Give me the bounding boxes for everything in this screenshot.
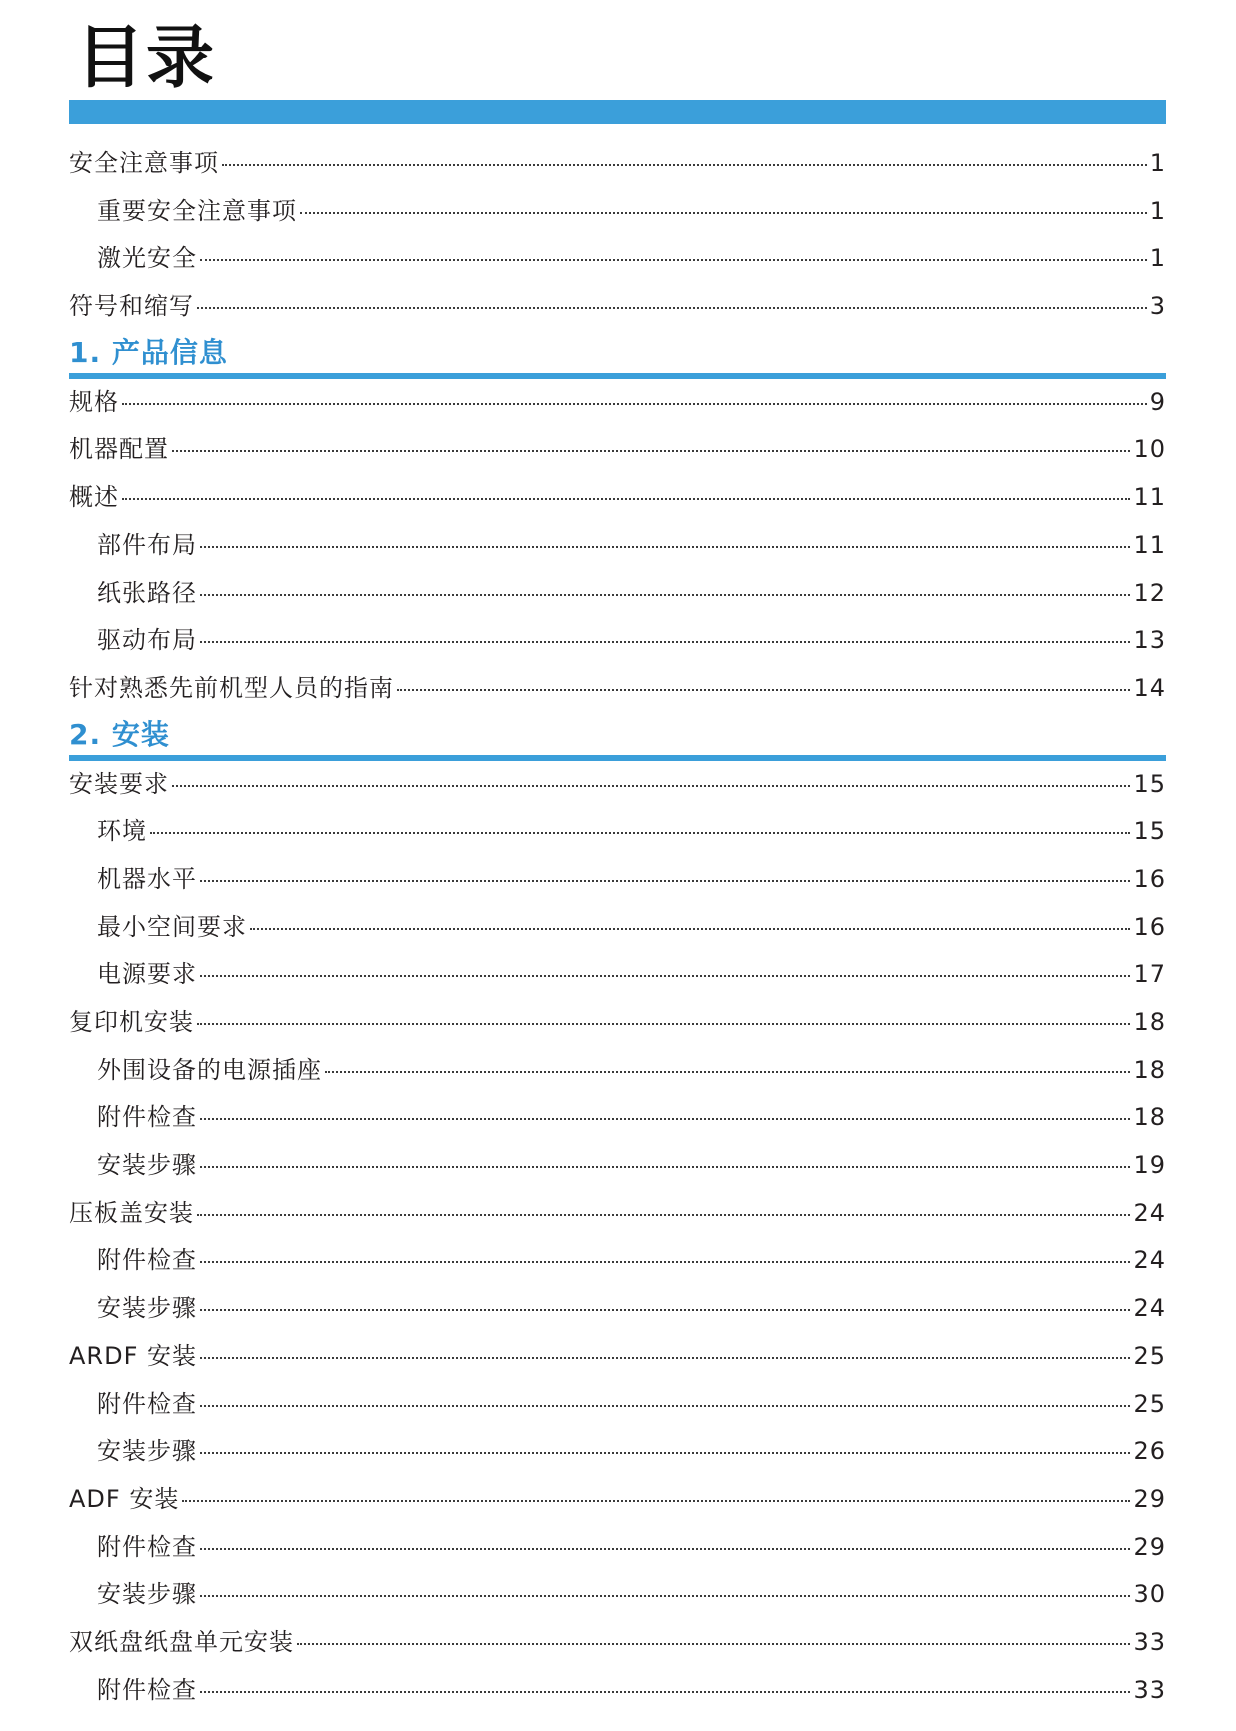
dot-leader (200, 1261, 1130, 1263)
toc-page-number: 16 (1133, 864, 1166, 893)
toc-page-number: 26 (1133, 1437, 1166, 1466)
dot-leader (150, 832, 1130, 834)
toc-page-number: 18 (1133, 1008, 1166, 1036)
toc-entry-label: 最小空间要求 (97, 912, 247, 941)
toc-page-number: 33 (1133, 1675, 1166, 1704)
toc-entry-label: 复印机安装 (69, 1008, 194, 1036)
toc-entry[interactable] (69, 1333, 1166, 1381)
toc-entry-label: 针对熟悉先前机型人员的指南 (69, 673, 394, 702)
toc-page-number: 17 (1133, 960, 1166, 989)
toc-entry[interactable] (69, 474, 1166, 522)
toc-page-number: 1 (1149, 196, 1166, 225)
toc-page-number: 15 (1133, 769, 1166, 798)
toc-subentry[interactable] (69, 1428, 1166, 1476)
dot-leader (122, 498, 1130, 500)
toc-entry-label: ARDF 安装 (69, 1341, 198, 1370)
toc-entry-label: 安装步骤 (97, 1294, 197, 1323)
toc-entry[interactable] (69, 379, 1166, 427)
toc-page-number: 24 (1133, 1198, 1166, 1227)
toc-subentry[interactable] (69, 570, 1166, 618)
toc-page-number: 19 (1133, 1151, 1166, 1180)
toc-page-number: 13 (1133, 626, 1166, 655)
chapter-heading-block (69, 331, 1166, 379)
toc-entry-label: 符号和缩写 (69, 292, 194, 321)
toc-page-number: 11 (1133, 483, 1166, 512)
toc-subentry[interactable] (69, 1667, 1166, 1715)
dot-leader (200, 1691, 1130, 1693)
toc-entry-label: 重要安全注意事项 (97, 196, 297, 225)
toc-page-number: 30 (1133, 1580, 1166, 1609)
dot-leader (200, 1166, 1130, 1168)
toc-entry[interactable] (69, 1476, 1166, 1524)
toc-entry-label: 概述 (69, 483, 119, 512)
toc-entry-label: 附件检查 (97, 1103, 197, 1132)
toc-entry[interactable] (69, 1619, 1166, 1667)
dot-leader (297, 1643, 1130, 1645)
toc-entry[interactable] (69, 140, 1166, 188)
toc-page-number: 25 (1133, 1389, 1166, 1418)
dot-leader (182, 1500, 1130, 1502)
toc-entry-label: 压板盖安装 (69, 1198, 194, 1227)
toc-page-number: 33 (1133, 1627, 1166, 1656)
toc-page-number: 12 (1133, 578, 1166, 607)
toc-entry-label: 激光安全 (97, 244, 197, 273)
title-rule (69, 100, 1166, 124)
dot-leader (325, 1071, 1130, 1073)
toc-page-number: 10 (1133, 435, 1166, 464)
toc-entry-label: 机器水平 (97, 864, 197, 893)
toc-subentry[interactable] (69, 904, 1166, 952)
chapter-rule (69, 755, 1166, 761)
toc-entry-label: 附件检查 (97, 1246, 197, 1275)
toc-entry-label: 电源要求 (97, 960, 197, 989)
chapter-heading[interactable]: 1. 产品信息 (69, 335, 228, 369)
dot-leader (200, 1595, 1130, 1597)
chapter-heading[interactable]: 2. 安装 (69, 717, 170, 751)
toc-entry[interactable] (69, 283, 1166, 331)
dot-leader (200, 1309, 1130, 1311)
toc-page-number: 24 (1133, 1246, 1166, 1275)
page-title: 目录 (76, 19, 217, 98)
toc-entry-label: 环境 (97, 817, 147, 846)
toc-page-number: 3 (1149, 292, 1166, 321)
dot-leader (250, 928, 1130, 930)
dot-leader (200, 641, 1130, 643)
toc-subentry[interactable] (69, 1285, 1166, 1333)
toc-page-number: 9 (1149, 387, 1166, 416)
dot-leader (200, 975, 1130, 977)
toc-subentry[interactable] (69, 1237, 1166, 1285)
chapter-heading-block (69, 713, 1166, 761)
chapter-rule (69, 373, 1166, 379)
dot-leader (300, 212, 1147, 214)
toc-entry-label: 安装步骤 (97, 1580, 197, 1609)
dot-leader (122, 403, 1147, 405)
toc-subentry[interactable] (69, 808, 1166, 856)
toc-page-number: 11 (1133, 530, 1166, 559)
toc-subentry[interactable] (69, 1094, 1166, 1142)
toc-entry-label: 驱动布局 (97, 626, 197, 655)
dot-leader (200, 1357, 1130, 1359)
dot-leader (197, 1023, 1130, 1025)
toc-entry[interactable] (69, 426, 1166, 474)
toc-entry-label: 安装步骤 (97, 1437, 197, 1466)
toc-entry-label: ADF 安装 (69, 1484, 180, 1513)
toc-subentry[interactable] (69, 856, 1166, 904)
dot-leader (200, 1118, 1130, 1120)
dot-leader (172, 785, 1130, 787)
toc-subentry[interactable] (69, 235, 1166, 283)
dot-leader (200, 1548, 1130, 1550)
table-of-contents (69, 140, 1166, 1714)
toc-page-number: 15 (1133, 817, 1166, 846)
toc-page-number: 29 (1133, 1484, 1166, 1513)
toc-entry-label: 规格 (69, 387, 119, 416)
toc-entry-label: 安全注意事项 (69, 149, 219, 177)
toc-entry-label: 附件检查 (97, 1675, 197, 1704)
toc-entry-label: 附件检查 (97, 1532, 197, 1561)
toc-subentry[interactable] (69, 522, 1166, 570)
toc-entry[interactable] (69, 761, 1166, 809)
toc-page-number: 1 (1149, 244, 1166, 273)
toc-page-number: 18 (1133, 1055, 1166, 1084)
toc-entry-label: 部件布局 (97, 530, 197, 559)
toc-entry[interactable] (69, 999, 1166, 1047)
dot-leader (197, 307, 1147, 309)
toc-entry-label: 外围设备的电源插座 (97, 1055, 322, 1084)
dot-leader (200, 880, 1130, 882)
dot-leader (222, 164, 1147, 166)
dot-leader (397, 689, 1130, 691)
dot-leader (200, 259, 1147, 261)
toc-subentry[interactable] (69, 1524, 1166, 1572)
toc-subentry[interactable] (69, 1047, 1166, 1095)
toc-entry[interactable] (69, 1190, 1166, 1238)
toc-entry-label: 安装步骤 (97, 1151, 197, 1180)
dot-leader (200, 594, 1130, 596)
toc-entry-label: 附件检查 (97, 1389, 197, 1418)
dot-leader (200, 1405, 1130, 1407)
toc-page-number: 14 (1133, 673, 1166, 702)
toc-subentry[interactable] (69, 188, 1166, 236)
toc-subentry[interactable] (69, 617, 1166, 665)
toc-subentry[interactable] (69, 1381, 1166, 1429)
toc-page-number: 25 (1133, 1341, 1166, 1370)
toc-subentry[interactable] (69, 951, 1166, 999)
dot-leader (200, 1452, 1130, 1454)
toc-entry-label: 机器配置 (69, 435, 169, 464)
toc-subentry[interactable] (69, 1571, 1166, 1619)
toc-page-number: 1 (1149, 149, 1166, 177)
dot-leader (197, 1214, 1130, 1216)
toc-entry-label: 纸张路径 (97, 578, 197, 607)
toc-entry[interactable] (69, 665, 1166, 713)
toc-page-number: 24 (1133, 1294, 1166, 1323)
toc-page-number: 29 (1133, 1532, 1166, 1561)
toc-page-number: 18 (1133, 1103, 1166, 1132)
dot-leader (200, 546, 1130, 548)
dot-leader (172, 450, 1130, 452)
toc-entry-label: 安装要求 (69, 769, 169, 798)
toc-entry-label: 双纸盘纸盘单元安装 (69, 1627, 294, 1656)
toc-subentry[interactable] (69, 1142, 1166, 1190)
toc-page-number: 16 (1133, 912, 1166, 941)
